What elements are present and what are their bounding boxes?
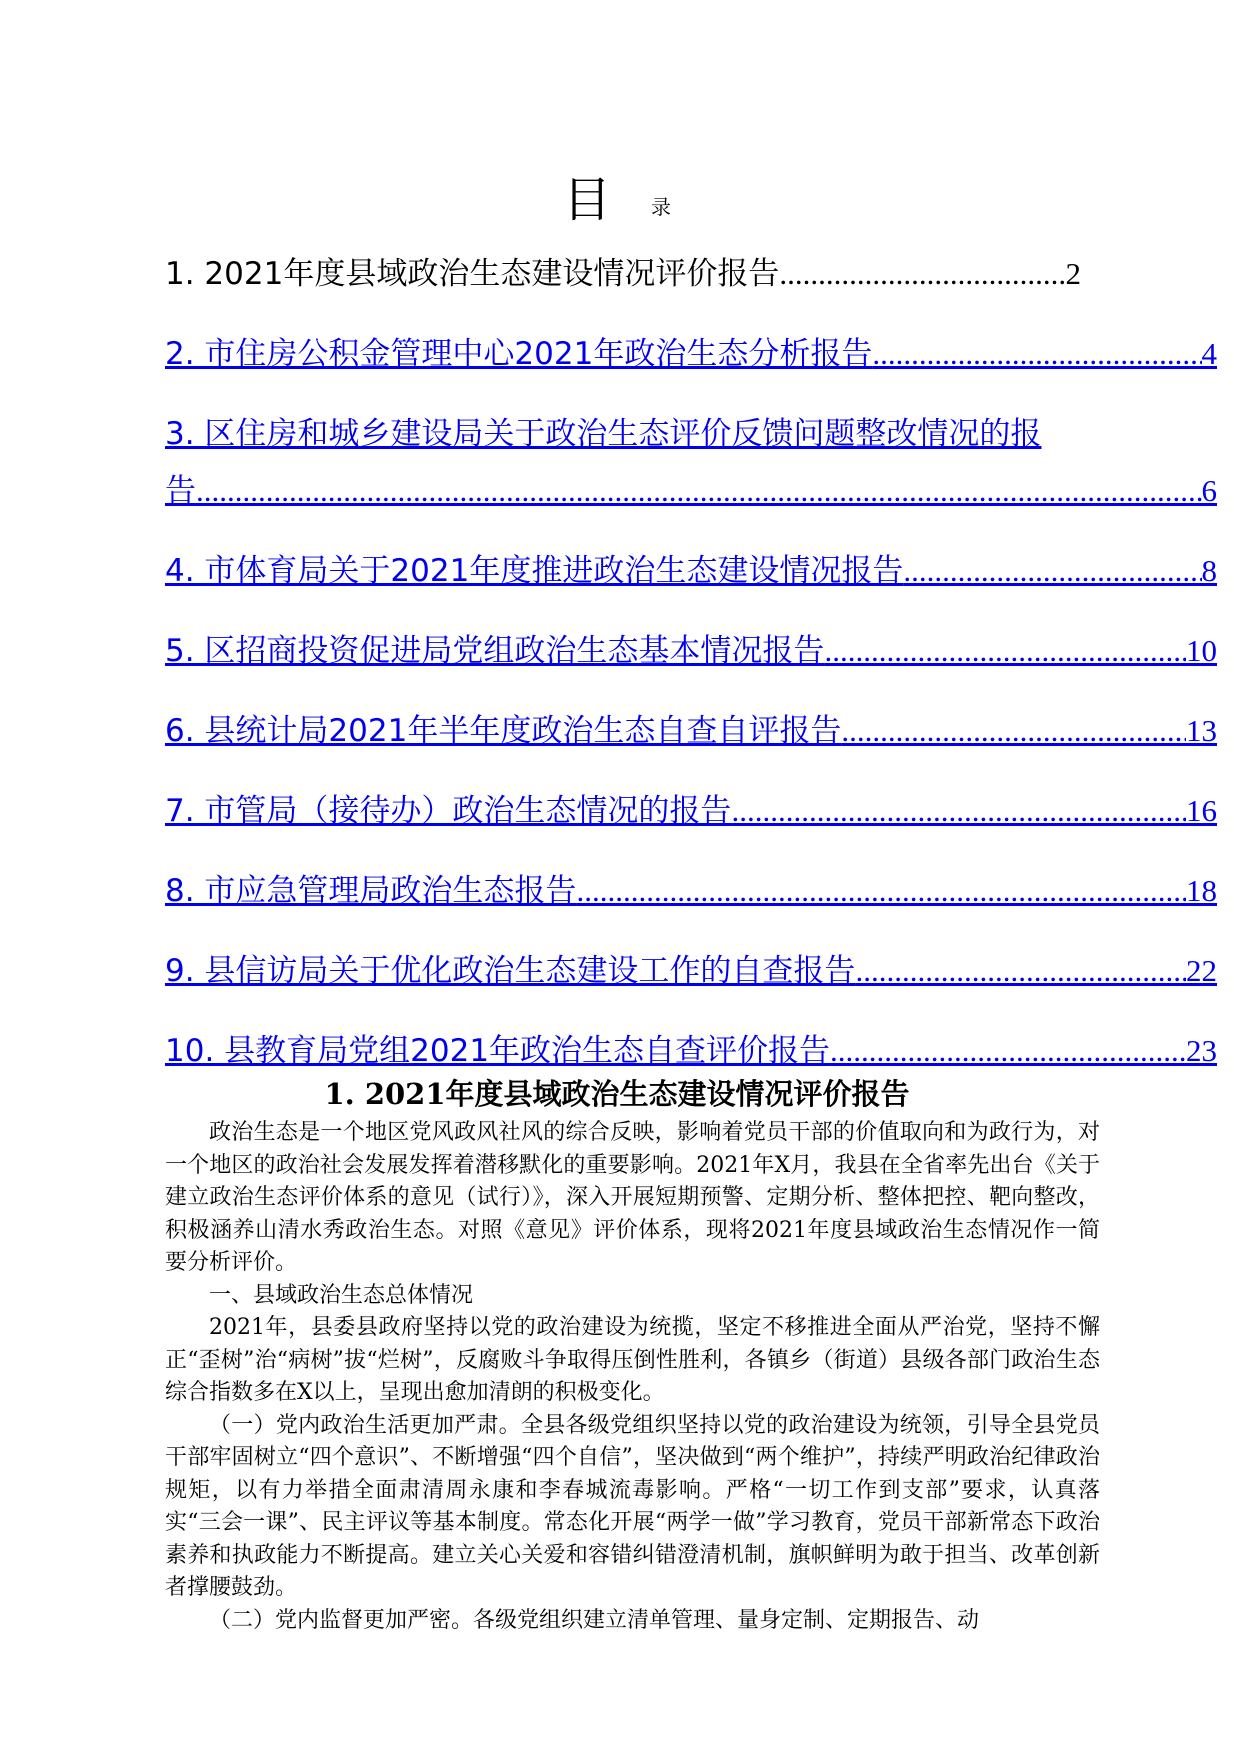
toc-entry-title: 6. 县统计局2021年半年度政治生态自查自评报告: [165, 713, 842, 749]
toc-entry-5[interactable]: [165, 625, 1217, 670]
toc-entry-4[interactable]: [165, 545, 1217, 590]
toc-entry-page: 4: [1201, 336, 1217, 371]
toc-leader-dots: [830, 1033, 1186, 1069]
toc-entry-2[interactable]: [165, 328, 1217, 373]
toc-entry-title: 5. 区招商投资促进局党组政治生态基本情况报告: [165, 633, 825, 669]
toc-entry-title: 4. 市体育局关于2021年度推进政治生态建设情况报告: [165, 553, 904, 589]
section-body: [165, 1117, 1100, 1637]
toc-entry-title: 7. 市管局（接待办）政治生态情况的报告: [165, 793, 732, 829]
toc-entry-page: 8: [1201, 553, 1217, 588]
body-paragraph: （二）党内监督更加严密。各级党组织建立清单管理、量身定制、定期报告、动: [209, 1607, 980, 1633]
toc-entry-page: 22: [1186, 953, 1217, 988]
toc-title-sub: 录: [651, 195, 671, 219]
toc-entry-title: 9. 县信访局关于优化政治生态建设工作的自查报告: [165, 953, 856, 989]
section-heading: 1. 2021年度县域政治生态建设情况评价报告: [324, 1077, 910, 1111]
toc-entry-1[interactable]: [165, 248, 1081, 293]
toc-entry-page: 18: [1186, 873, 1217, 908]
toc-entry-page: 10: [1186, 633, 1217, 668]
body-paragraph: 一、县域政治生态总体情况: [209, 1282, 474, 1308]
toc-leader-dots: [872, 336, 1201, 372]
toc-entry-8[interactable]: [165, 865, 1217, 910]
toc-entry-9[interactable]: [165, 945, 1217, 990]
body-paragraph: （一）党内政治生活更加严肃。全县各级党组织坚持以党的政治建设为统领，引导全县党员干部牢固树立“四个意识”、不断增强“四个自信”，坚决做到“两个维护”，持续严明政治纪律政治规矩，以有力举措全面肃清周永康和李春城流毒影响。严格“一切工作到支部”要求，认真落实“三会一课”、民主评议等基本制度。常态化开展“两学一做”学习教育，党员干部新常态下政治素养和执政能力不断提高。建立关心关爱和容错纠错澄清机制，旗帜鲜明为敢于担当、改革创新者撑腰鼓劲。: [165, 1412, 1100, 1600]
table-of-contents: [165, 248, 1217, 1105]
toc-entry-title: 8. 市应急管理局政治生态报告: [165, 873, 577, 909]
toc-title-main: 目: [562, 172, 611, 228]
toc-entry-title: 1. 2021年度县域政治生态建设情况评价报告: [165, 256, 780, 292]
toc-leader-dots: [731, 793, 1186, 829]
toc-entry-page: 23: [1186, 1033, 1217, 1068]
toc-entry-page: 16: [1186, 793, 1217, 828]
toc-leader-dots: [903, 553, 1201, 589]
toc-leader-dots: [841, 713, 1186, 749]
toc-leader-dots: [779, 256, 1065, 292]
toc-entry-line2: [165, 465, 1217, 510]
toc-leader-dots: [196, 473, 1202, 509]
toc-entry-page: 13: [1186, 713, 1217, 748]
toc-entry-page: 2: [1065, 256, 1081, 291]
body-paragraph: 政治生态是一个地区党风政风社风的综合反映，影响着党员干部的价值取向和为政行为，对一个地区的政治社会发展发挥着潜移默化的重要影响。2021年X月，我县在全省率先出台《关于建立政治生态评价体系的意见（试行）》，深入开展短期预警、定期分析、整体把控、靶向整改，积极涵养山清水秀政治生态。对照《意见》评价体系，现将2021年度县域政治生态情况作一简要分析评价。: [165, 1120, 1100, 1275]
toc-leader-dots: [855, 953, 1186, 989]
toc-entry-title: 2. 市住房公积金管理中心2021年政治生态分析报告: [165, 336, 873, 372]
toc-entry-page: 6: [1201, 473, 1217, 508]
toc-leader-dots: [576, 873, 1186, 909]
toc-entry-title-line2: 告: [165, 473, 196, 509]
toc-entry-10[interactable]: [165, 1025, 1217, 1070]
body-paragraph: 2021年，县委县政府坚持以党的政治建设为统揽，坚定不移推进全面从严治党，坚持不懈正“歪树”治“病树”拔“烂树”，反腐败斗争取得压倒性胜利，各镇乡（街道）县级各部门政治生态综合指数多在X以上，呈现出愈加清朗的积极变化。: [165, 1315, 1100, 1405]
toc-entry-6[interactable]: [165, 705, 1217, 750]
toc-title: [0, 172, 1234, 228]
toc-leader-dots: [824, 633, 1186, 669]
toc-entry-7[interactable]: [165, 785, 1217, 830]
toc-entry-title-line1: 3. 区住房和城乡建设局关于政治生态评价反馈问题整改情况的报: [165, 416, 1042, 452]
toc-entry-title: 10. 县教育局党组2021年政治生态自查评价报告: [165, 1033, 831, 1069]
toc-entry-3[interactable]: [165, 408, 1217, 510]
